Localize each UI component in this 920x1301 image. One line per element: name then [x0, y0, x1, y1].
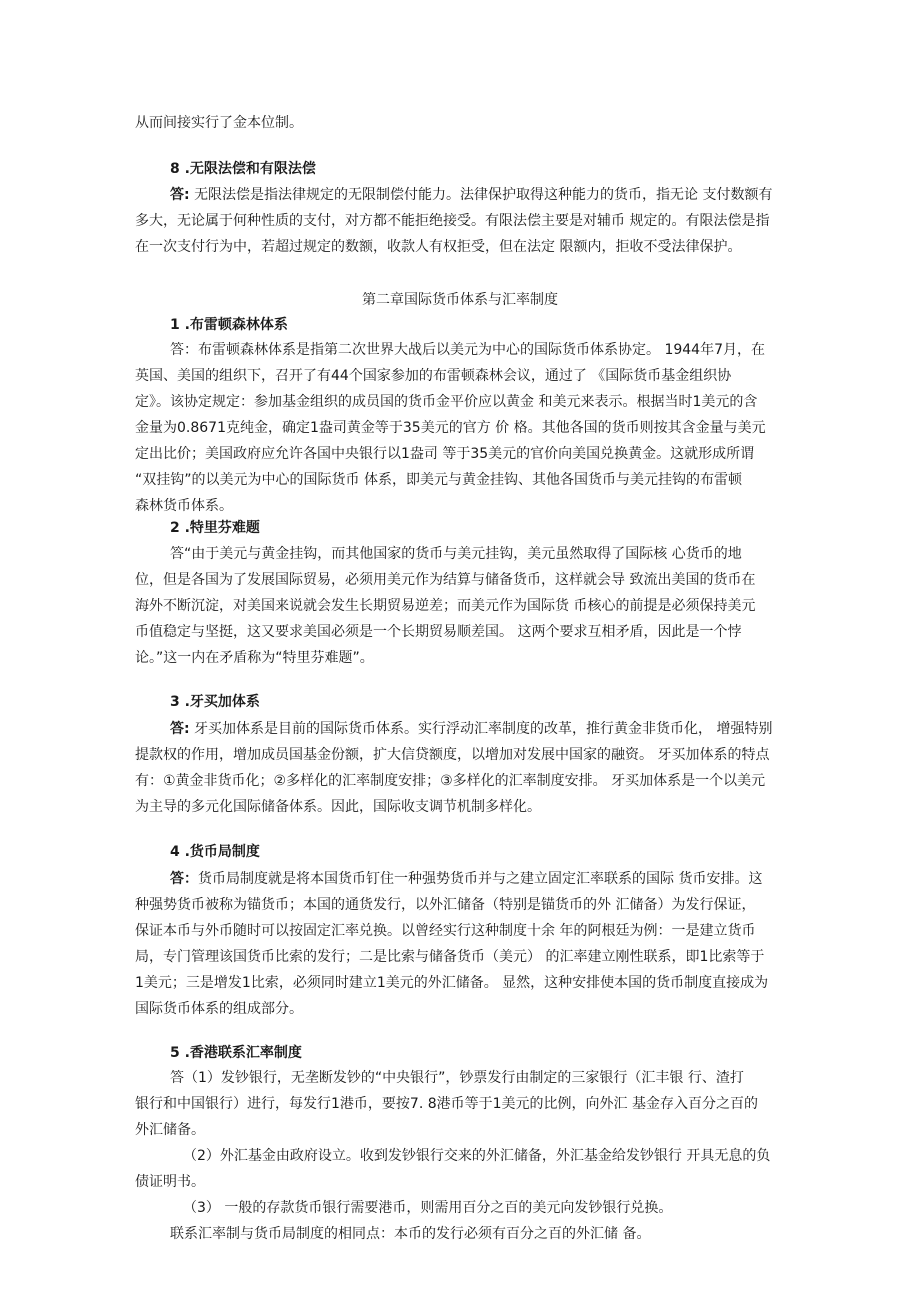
- section-heading-4: 4 .货币局制度: [170, 844, 260, 860]
- text-span: 货币局制度就是将本国货币钉住一种强势货币并与之建立固定汇率联系的国际 货币安排。这: [198, 871, 763, 887]
- text-line: 币值稳定与坚挺，这又要求美国必须是一个长期贸易顺差国。 这两个要求互相矛盾，因此是一个悖: [135, 624, 742, 640]
- text-line: [135, 182, 800, 208]
- text-line: 答：布雷顿森林体系是指第二次世界大战后以美元为中心的国际货币体系协定。 1944年7月，在: [170, 342, 765, 358]
- text-line: 银行和中国银行）进行，每发行1港币，要按7. 8港币等于1美元的比例，向外汇 基金存入百分之百的: [135, 1096, 758, 1112]
- text-span: 牙买加体系是目前的国际货币体系。实行浮动汇率制度的改革，推行黄金非货币化， 增强特别: [194, 721, 773, 737]
- section-5-body: [135, 1065, 800, 1247]
- section-8-body: [135, 182, 800, 260]
- section-heading-5: 5 .香港联系汇率制度: [170, 1045, 302, 1061]
- text-line: 森林货币体系。: [135, 498, 233, 514]
- section-heading-2: 2 .特里芬难题: [170, 520, 260, 536]
- text-line: 1美元；三是增发1比索，必须同时建立1美元的外汇储备。 显然，这种安排使本国的货币制度直接成为: [135, 975, 769, 991]
- continuation-line: 从而间接实行了金本位制。: [135, 115, 303, 131]
- text-line: 位，但是各国为了发展国际贸易，必须用美元作为结算与储备货币，这样就会导 致流出美国的货币在: [135, 572, 756, 588]
- section-heading-3: 3 .牙买加体系: [170, 694, 260, 710]
- section-heading-1: 1 .布雷顿森林体系: [170, 317, 288, 333]
- text-line: 论。”这一内在矛盾称为“特里芬难题”。: [135, 650, 374, 666]
- text-line: 英国、美国的组织下，召开了有44个国家参加的布雷顿森林会议，通过了 《国际货币基金组织协: [135, 368, 732, 384]
- text-line: [135, 716, 800, 742]
- text-line: 有：①黄金非货币化；②多样化的汇率制度安排；③多样化的汇率制度安排。 牙买加体系是一个以美元: [135, 773, 766, 789]
- chapter-title: 第二章国际货币体系与汇率制度: [362, 292, 558, 308]
- answer-label: 答:: [170, 721, 190, 737]
- text-line: 提款权的作用，增加成员国基金份额，扩大信贷额度，以增加对发展中国家的融资。 牙买加体系的特点: [135, 747, 770, 763]
- text-line: （2）外汇基金由政府设立。收到发钞银行交来的外汇储备，外汇基金给发钞银行 开具无息的负: [183, 1148, 771, 1164]
- answer-label: 答：: [170, 871, 198, 887]
- text-line: 为主导的多元化国际储备体系。因此，国际收支调节机制多样化。: [135, 799, 541, 815]
- section-4-body: [135, 866, 800, 1022]
- text-line: 联系汇率制与货币局制度的相同点：本币的发行必须有百分之百的外汇储 备。: [170, 1226, 651, 1242]
- text-span: 无限法偿是指法律规定的无限制偿付能力。法律保护取得这种能力的货币，指无论 支付数额有: [194, 187, 773, 203]
- section-3-body: [135, 716, 800, 820]
- text-line: 在一次支付行为中，若超过规定的数额，收款人有权拒受，但在法定 限额内，拒收不受法律保护。: [135, 239, 742, 255]
- text-line: 债证明书。: [135, 1174, 205, 1190]
- text-line: 答“由于美元与黄金挂钩，而其他国家的货币与美元挂钩，美元虽然取得了国际核 心货币的地: [170, 546, 742, 562]
- section-heading-8: 8 .无限法偿和有限法偿: [170, 161, 316, 177]
- text-line: 多大，无论属于何种性质的支付，对方都不能拒绝接受。有限法偿主要是对辅币 规定的。有限法偿是指: [135, 213, 770, 229]
- text-line: [135, 866, 800, 892]
- text-line: “双挂钩”的以美元为中心的国际货币 体系，即美元与黄金挂钩、其他各国货币与美元挂钩的布雷顿: [135, 472, 742, 488]
- answer-label: 答:: [170, 187, 190, 203]
- section-1-body: [135, 337, 800, 519]
- text-line: 海外不断沉淀，对美国来说就会发生长期贸易逆差；而美元作为国际货 币核心的前提是必须保持美元: [135, 598, 756, 614]
- text-line: 金量为0.8671克纯金，确定1盎司黄金等于35美元的官方 价 格。其他各国的货币则按其含金量与美元: [135, 420, 766, 436]
- section-2-body: [135, 541, 800, 671]
- text-line: 定出比价；美国政府应允许各国中央银行以1盎司 等于35美元的官价向美国兑换黄金。这就形成所谓: [135, 446, 755, 462]
- text-line: 定》。该协定规定：参加基金组织的成员国的货币金平价应以黄金 和美元来表示。根据当时1美元的含: [135, 394, 758, 410]
- text-line: 国际货币体系的组成部分。: [135, 1001, 303, 1017]
- text-line: 局，专门管理该国货币比索的发行；二是比索与储备货币（美元） 的汇率建立刚性联系，即1比索等于: [135, 949, 765, 965]
- text-line: 种强势货币被称为锚货币；本国的通货发行，以外汇储备（特别是锚货币的外 汇储备）为发行保证，: [135, 897, 756, 913]
- text-line: 答（1）发钞银行，无垄断发钞的“中央银行”，钞票发行由制定的三家银行（汇丰银 行、渣打: [170, 1070, 744, 1086]
- text-line: 保证本币与外币随时可以按固定汇率兑换。以曾经实行这种制度十余 年的阿根廷为例：一是建立货币: [135, 923, 756, 939]
- text-line: 外汇储备。: [135, 1122, 205, 1138]
- text-line: （3） 一般的存款货币银行需要港币，则需用百分之百的美元向发钞银行兑换。: [183, 1200, 673, 1216]
